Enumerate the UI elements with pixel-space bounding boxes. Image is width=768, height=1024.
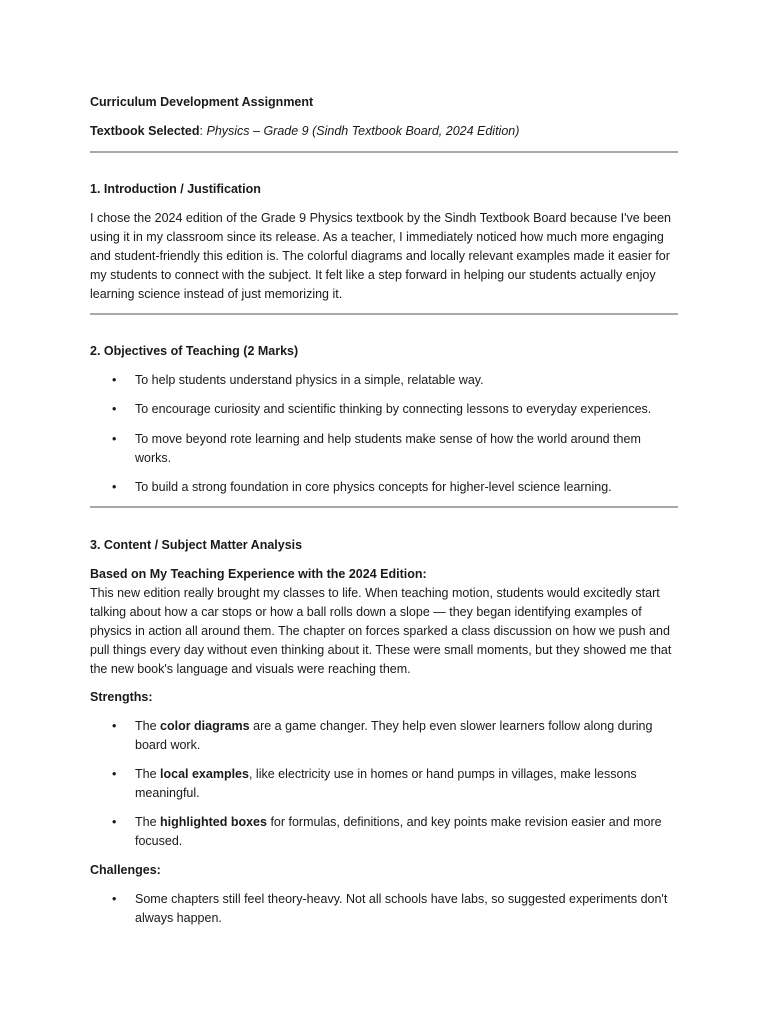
textbook-value: Physics – Grade 9 (Sindh Textbook Board, 2024 Edition) <box>203 124 520 138</box>
divider <box>90 506 678 508</box>
textbook-label: Textbook Selected <box>90 124 200 138</box>
objective-text: To move beyond rote learning and help students make sense of how the world around them works. <box>135 432 641 465</box>
section-1-body: I chose the 2024 edition of the Grade 9 Physics textbook by the Sindh Textbook Board because I've been using it in my classroom since its release. As a teacher, I immediately noticed how much more engaging and student-friendly this edition is. The colorful diagrams and locally relevant examples made it easier for my students to connect with the subject. It felt like a step forward in helping our students actually enjoy learning science instead of just memorizing it. <box>90 211 672 301</box>
challenge-text: Some chapters still feel theory-heavy. Not all schools have labs, so suggested experiments don't always happen. <box>135 892 668 925</box>
bullet: • <box>112 402 117 416</box>
strengths-label: Strengths: <box>90 690 153 704</box>
strength-text: The local examples, like electricity use in homes or hand pumps in villages, make lessons meaningful. <box>135 767 637 800</box>
textbook-colon: : <box>199 124 204 138</box>
objective-text: To help students understand physics in a simple, relatable way. <box>135 373 484 387</box>
document-title: Curriculum Development Assignment <box>90 95 314 109</box>
section-2-heading: 2. Objectives of Teaching (2 Marks) <box>90 344 299 358</box>
bullet: • <box>112 719 117 733</box>
bullet: • <box>112 373 117 387</box>
objective-text: To build a strong foundation in core physics concepts for higher-level science learning. <box>135 480 612 494</box>
textbook-selected-line <box>90 122 678 141</box>
section-3-heading: 3. Content / Subject Matter Analysis <box>90 538 303 552</box>
bullet: • <box>112 815 117 829</box>
objective-text: To encourage curiosity and scientific thinking by connecting lessons to everyday experiences. <box>135 402 652 416</box>
bullet: • <box>112 767 117 781</box>
bullet: • <box>112 480 117 494</box>
strength-text: The highlighted boxes for formulas, definitions, and key points make revision easier and more focused. <box>135 815 662 848</box>
section-3-body: This new edition really brought my classes to life. When teaching motion, students would excitedly start talking about how a car stops or how a ball rolls down a slope — they began identifying examples of physics in action all around them. The chapter on forces sparked a class discussion on how we push and pull things every day without even thinking about it. These were small moments, but they showed me that the new book's language and visuals were reaching them. <box>90 586 672 676</box>
challenges-label: Challenges: <box>90 863 161 877</box>
strength-text: The color diagrams are a game changer. They help even slower learners follow along during board work. <box>135 719 653 752</box>
section-1-heading: 1. Introduction / Justification <box>90 182 261 196</box>
divider <box>90 313 678 315</box>
bullet: • <box>112 892 117 906</box>
bullet: • <box>112 432 117 446</box>
section-3-subheading: Based on My Teaching Experience with the 2024 Edition: <box>90 567 427 581</box>
divider <box>90 151 678 153</box>
